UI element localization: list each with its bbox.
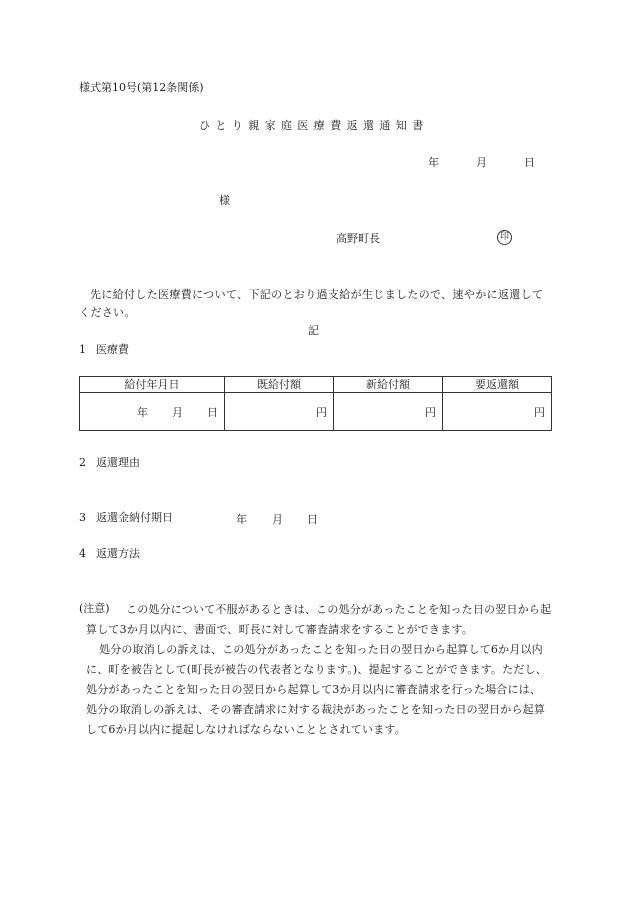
ki-heading: 記 xyxy=(308,324,319,337)
section-label: 返還金納付期日 xyxy=(96,511,173,524)
issuer-name: 高野町長 xyxy=(336,232,380,245)
day-label: 日 xyxy=(207,405,218,419)
year-label: 年 xyxy=(137,405,148,419)
section-number: 3 xyxy=(79,511,86,524)
cell-paid-amount: 円 xyxy=(225,393,334,431)
table-header-row xyxy=(80,377,552,393)
month-label: 月 xyxy=(272,513,283,526)
table-row xyxy=(80,393,552,431)
section-4 xyxy=(79,547,140,561)
cell-date xyxy=(80,393,225,431)
month-label: 月 xyxy=(172,405,183,419)
day-label: 日 xyxy=(524,156,535,169)
year-label: 年 xyxy=(236,513,247,526)
addressee-suffix: 様 xyxy=(219,194,230,207)
section-number: 2 xyxy=(79,456,86,469)
section-number: 1 xyxy=(79,343,86,356)
document-title: ひとり親家庭医療費返還通知書 xyxy=(199,119,429,132)
notes-text-2: 処分の取消しの訴えは、この処分があったことを知った日の翌日から起算して6か月以内に、町を被告として(町長が被告の代表者となります。)、提起することができます。ただし、処分があったことを知った日の翌日から起算して3か月以内に審査請求を行った場合には、処分の取消しの訴えは、その審査請求に対する裁決があったことを知った日の翌日から起算して6か月以内に提起しなければならないこととされています。 xyxy=(86,643,547,736)
col-header-date: 給付年月日 xyxy=(80,377,225,393)
medical-expense-table xyxy=(79,376,552,431)
section-label: 医療費 xyxy=(96,343,129,356)
form-number: 様式第10号(第12条関係) xyxy=(79,81,204,94)
notes-paragraph-1 xyxy=(86,600,552,640)
month-label: 月 xyxy=(476,156,487,169)
year-label: 年 xyxy=(428,156,439,169)
section-3 xyxy=(79,511,173,525)
section-label: 返還理由 xyxy=(96,456,140,469)
cell-refund-amount: 円 xyxy=(443,393,552,431)
section-2 xyxy=(79,456,140,470)
notes-text-1: この処分について不服があるときは、この処分があったことを知った日の翌日から起算して3か月以内に、書面で、町長に対して審査請求をすることができます。 xyxy=(86,603,552,636)
section-number: 4 xyxy=(79,547,86,560)
notes-paragraph-2 xyxy=(86,640,552,740)
day-label: 日 xyxy=(307,513,318,526)
notes-label: (注意) xyxy=(79,602,110,615)
section-1 xyxy=(79,343,129,357)
col-header-paid: 既給付額 xyxy=(225,377,334,393)
section-label: 返還方法 xyxy=(96,547,140,560)
col-header-new: 新給付額 xyxy=(334,377,443,393)
seal-icon: 印 xyxy=(497,230,512,245)
intro-paragraph: 先に給付した医療費について、下記のとおり過支給が生じましたので、速やかに返還してください。 xyxy=(79,288,544,319)
cell-new-amount: 円 xyxy=(334,393,443,431)
col-header-refund: 要返還額 xyxy=(443,377,552,393)
